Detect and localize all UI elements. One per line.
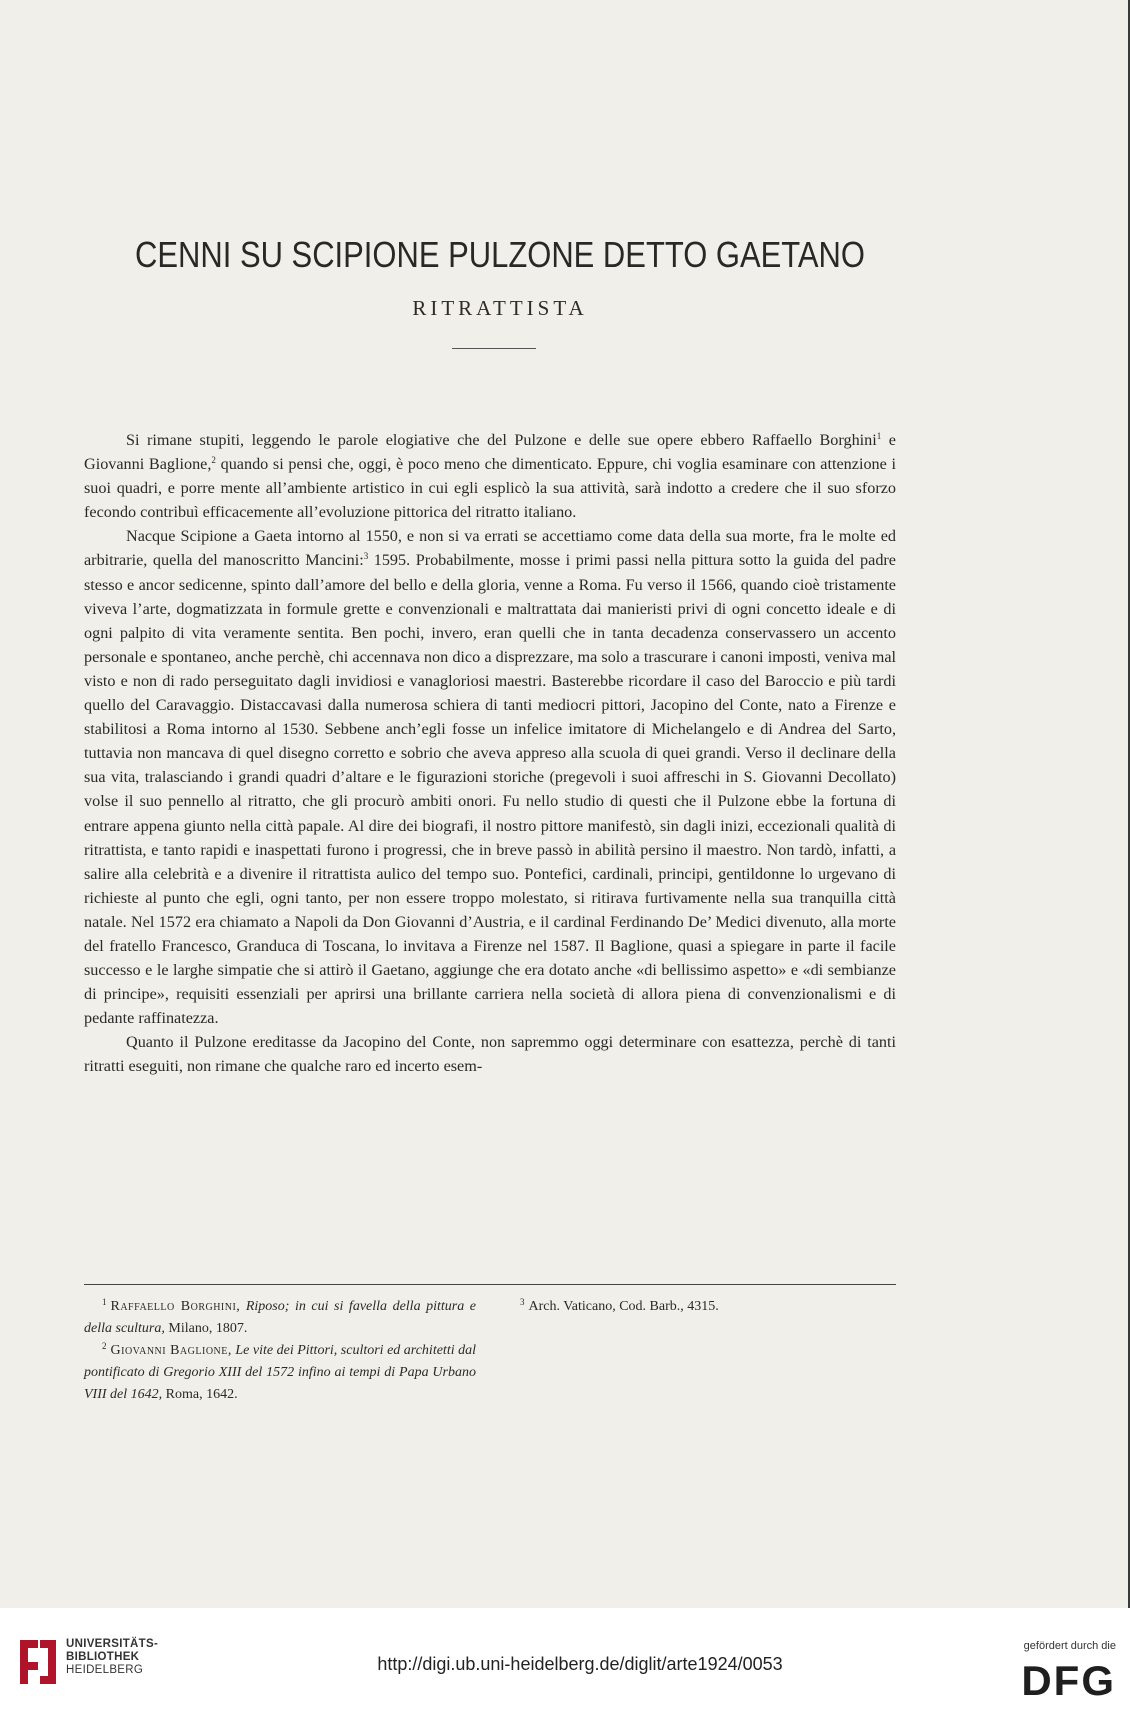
viewer-footer xyxy=(0,1608,1130,1713)
footnote-details: Arch. Vaticano, Cod. Barb., 4315. xyxy=(528,1299,719,1314)
footnote-details: Roma, 1642. xyxy=(165,1387,238,1402)
footnote-details: Milano, 1807. xyxy=(168,1321,248,1336)
footnote-ref: 1 xyxy=(876,431,882,441)
footnote-divider xyxy=(84,1284,896,1285)
footnotes-left-column xyxy=(84,1296,476,1406)
footnote-work: Riposo; in cui si favella della pittura e della scultura, xyxy=(84,1299,476,1336)
library-logo-icon[interactable] xyxy=(16,1636,60,1688)
paragraph-text: Nacque Scipione a Gaeta intorno al 1550, e non si va errati se accettiamo come data della sua morte, fra le molte ed arbitrarie, quella del manoscritto Mancini: xyxy=(84,527,896,570)
paragraph xyxy=(84,1030,896,1078)
footnote-ref: 3 xyxy=(363,551,369,562)
footnote-ref: 2 xyxy=(211,455,216,466)
paragraph xyxy=(84,524,896,1030)
library-name-line: BIBLIOTHEK xyxy=(66,1651,140,1663)
footnote-work: Le vite dei Pittori, scultori ed architetti dal pontificato di Gregorio XIII del 1572 infino ai tempi di Papa Urbano VIII del 1642, xyxy=(84,1343,476,1402)
paragraph xyxy=(84,428,896,524)
paragraph-text: e Giovanni Baglione, xyxy=(84,431,896,474)
title-divider xyxy=(452,348,536,349)
funding-caption: gefördert durch die xyxy=(1023,1640,1116,1652)
footnote-2 xyxy=(84,1340,476,1406)
article-title: CENNI SU SCIPIONE PULZONE DETTO GAETANO xyxy=(135,234,865,275)
paragraph-text: Quanto il Pulzone ereditasse da Jacopino del Conte, non sapremmo oggi determinare con esattezza, perchè di tanti ritratti eseguiti, non rimane che qualche raro ed incerto esem- xyxy=(84,1033,896,1076)
article-subtitle: RITRATTISTA xyxy=(412,296,588,320)
library-name-line: UNIVERSITÄTS- xyxy=(66,1638,159,1650)
footnote-3 xyxy=(502,1296,894,1318)
library-name-line: HEIDELBERG xyxy=(66,1664,144,1676)
paragraph-text: Si rimane stupiti, leggendo le parole elogiative che del Pulzone e delle sue opere ebbero Raffaello Borghini xyxy=(126,431,877,449)
article-body xyxy=(84,428,896,1079)
footnote-author: Raffaello Borghini, xyxy=(110,1299,241,1314)
footnote-author: Giovanni Baglione, xyxy=(110,1343,232,1358)
permalink-url[interactable]: http://digi.ub.uni-heidelberg.de/diglit/arte1924/0053 xyxy=(377,1654,783,1674)
paragraph-text: quando si pensi che, oggi, è poco meno che dimenticato. Eppure, chi voglia esaminare con attenzione i suoi quadri, e porre mente all’ambiente artistico in cui egli esplicò la sua attività, sarà indotto a credere che il suo sforzo fecondo contribuì efficacemente all’evoluzione pittorica del ritratto italiano. xyxy=(84,455,896,522)
library-name xyxy=(66,1638,158,1677)
footnote-1 xyxy=(84,1296,476,1340)
paragraph-text: 1595. Probabilmente, mosse i primi passi nella pittura sotto la guida del padre stesso e ancor sedicenne, spinto dall’amore del bello e della gloria, venne a Roma. Fu verso il 1566, quando cioè tristamente viveva l’arte, dogmatizzata in formule grette e convenzionali e maltrattata dai manieristi privi di ogni concetto ideale e di ogni palpito di vita veramente sentita. Ben pochi, invero, eran quelli che in tanta decadenza conservassero un accento personale e spontaneo, anche perchè, chi accennava non dico a disprezzare, ma solo a trascurare i canoni imposti, veniva mal visto e non di rado perseguitato dagli invidiosi e vanagloriosi maestri. Basterebbe ricordare il caso del Baroccio e più tardi quello del Caravaggio. Distaccavasi dalla numerosa schiera di tanti mediocri pittori, Jacopino del Conte, nato a Firenze e stabilitosi a Roma intorno al 1530. Sebbene anch’egli fosse un infelice imitatore di Michelangelo e di Andrea del Sarto, tuttavia non mancava di quel disegno corretto e sobrio che aveva appreso alla scuola di quei grandi. Verso il declinare della sua vita, tralasciando i grandi quadri d’altare e le figurazioni storiche (pregevoli i suoi affreschi in S. Giovanni Decollato) volse il suo pennello al ritratto, che gli procurò ambiti onori. Fu nello studio di questi che il Pulzone ebbe la fortuna di entrare appena giunto nella città papale. Al dire dei biografi, il nostro pittore manifestò, sin dagli inizi, eccezionali qualità di ritrattista, e tanto rapidi e inaspettati furono i progressi, che in breve passò in abilità persino il maestro. Non tardò, infatti, a salire alla celebrità e a divenire il ritrattista aulico del tempo suo. Pontefici, cardinali, principi, gentildonne lo urgevano di richieste al punto che egli, ogni tanto, per non essere troppo molestato, si ritirava furtivamente nella sua tranquilla città natale. Nel 1572 era chiamato a Napoli da Don Giovanni d’Austria, e il cardinal Ferdinando De’ Medici divenuto, alla morte del fratello Francesco, Granduca di Toscana, lo invitava a Firenze nel 1587. Il Baglione, quasi a spiegare in parte il facile successo e le larghe simpatie che si attirò il Gaetano, aggiunge che era dotato anche «di bellissimo aspetto» e «di sembianze di principe», requisiti essenziali per aprirsi una brillante carriera nella società di allora piena di convenzionalismi e di pedante raffinatezza. xyxy=(84,551,896,1028)
dfg-logo[interactable]: DFG xyxy=(1021,1657,1116,1704)
footnote-number: 1 xyxy=(102,1297,107,1307)
footnote-number: 3 xyxy=(520,1297,525,1307)
footnotes-right-column xyxy=(502,1296,894,1318)
footnote-number: 2 xyxy=(102,1341,107,1351)
